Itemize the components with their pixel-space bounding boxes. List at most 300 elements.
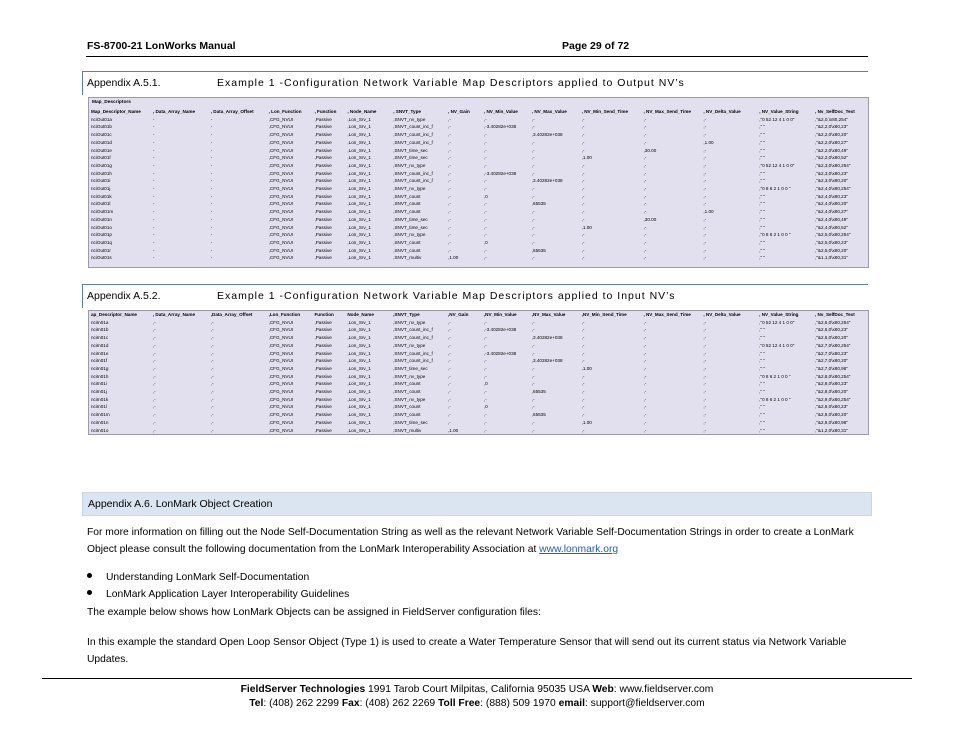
column-header: , Node_Name [347, 109, 377, 114]
table-cell: ,Passive [314, 427, 332, 433]
table-cell: ,- [483, 373, 487, 379]
table-cell: ,65535 [531, 389, 546, 395]
table-cell: ,- [703, 335, 707, 341]
table-cell: ,- [531, 155, 535, 161]
table-cell: ,- [483, 255, 487, 261]
table-cell: ,- [448, 232, 451, 238]
example-description-paragraph: In this example the standard Open Loop Sensor Object (Type 1) is used to create a Water Temperature Sensor that will send out its current status via Network Variable Updates. [87, 637, 847, 665]
table-cell: ,Passive [314, 335, 332, 341]
table-cell: ,SNVT_count [393, 389, 421, 395]
table-cell: ,Lon_Srv_1 [347, 419, 371, 425]
table-cell: ,- [581, 178, 585, 184]
table-cell: ,- [643, 178, 647, 184]
table-cell: ,- [531, 162, 535, 168]
table-cell: ,- [703, 342, 707, 348]
table-cell: ,- [581, 186, 585, 192]
table-cell: ,"&1,2,0\x80,31" [815, 427, 848, 433]
table-cell: ," " [759, 170, 766, 176]
table-cell: ,Lon_Srv_1 [347, 216, 371, 222]
table-cell: ,- [703, 247, 707, 253]
example-intro-paragraph: The example below shows how LonMark Objects can be assigned in FieldServer configuration files: [87, 607, 541, 618]
table-cell: nciOut01j [91, 186, 111, 192]
table-cell: ,- [483, 319, 487, 325]
table-cell: ,Passive [314, 170, 332, 176]
table-cell: ,Lon_Srv_1 [347, 232, 371, 238]
table-cell: ,SNVT_nv_type [393, 186, 426, 192]
table-cell: ,SNVT_count_inc_f [393, 178, 433, 184]
table-cell: ,CFG_NVUI [268, 178, 294, 184]
table-cell: ,Lon_Srv_1 [347, 350, 371, 356]
bullet-icon [87, 573, 92, 578]
table-cell: ,- [448, 216, 451, 222]
column-header: ,NV_Min_Value [483, 312, 517, 317]
table-row [89, 239, 868, 247]
table-cell: ,- [703, 132, 707, 138]
bullet-item-2 [87, 589, 349, 600]
table-cell: ,- [643, 232, 647, 238]
table-row [89, 254, 868, 262]
table-cell: ,- [581, 427, 585, 433]
table-cell: ,Lon_Srv_1 [347, 147, 371, 153]
table-cell: ,- [483, 147, 487, 153]
table-cell: - [210, 186, 213, 192]
footer-tel: : (408) 262 2299 [263, 698, 342, 709]
table-cell: - [152, 124, 155, 130]
appendix-a51-title: Example 1 -Configuration Network Variable Map Descriptors applied to Output NV’s [217, 77, 685, 89]
header-divider [86, 56, 868, 57]
appendix-a51-heading [82, 71, 868, 95]
table-row [89, 411, 868, 419]
table-cell: - [210, 124, 213, 130]
table-cell: ,- [531, 139, 535, 145]
table-cell: - [210, 132, 213, 138]
table-cell: - [210, 216, 213, 222]
column-header: , NV_Delta_Value [703, 109, 741, 114]
table-cell: - [152, 247, 155, 253]
table-cell: ,- [448, 350, 451, 356]
table-cell: ,CFG_NVUI [268, 216, 294, 222]
table-cell: ,- [448, 319, 451, 325]
table-cell: ,- [152, 373, 156, 379]
table-cell: ,Passive [314, 319, 332, 325]
footer-divider [42, 678, 912, 679]
table-cell: - [210, 209, 213, 215]
footer-fax-label: Fax [341, 698, 360, 709]
table-cell: ,- [703, 412, 707, 418]
table-row [89, 139, 868, 147]
table-cell: ,- [581, 239, 585, 245]
table-caption: Map_Descriptors [92, 100, 131, 105]
table-cell: ," " [759, 427, 765, 433]
table-cell: ,- [643, 358, 647, 364]
table-cell: ,- [581, 319, 585, 325]
table-cell: - [152, 170, 155, 176]
table-cell: ,- [643, 319, 647, 325]
table-cell: ,- [581, 342, 585, 348]
footer-web-label: Web [592, 684, 614, 695]
table-cell: ,- [643, 396, 647, 402]
table-cell: ,0 [483, 239, 488, 245]
table-cell: ,- [581, 124, 585, 130]
table-cell: ,- [531, 255, 535, 261]
table-cell: ," " [759, 155, 766, 161]
table-cell: ,SNVT_count [393, 404, 421, 410]
table-cell: ,- [703, 373, 707, 379]
table-row [89, 154, 868, 162]
table-row [89, 357, 868, 365]
appendix-a6-title: Appendix A.6. LonMark Object Creation [88, 498, 273, 510]
table-cell: ,- [210, 404, 214, 410]
table-cell: ,Lon_Srv_1 [347, 255, 371, 261]
table-cell: ,- [152, 381, 156, 387]
table-cell: - [210, 201, 213, 207]
table-cell: ,-3.40282e+038 [483, 350, 517, 356]
table-cell: ,- [643, 201, 647, 207]
table-cell: ,Lon_Srv_1 [347, 178, 371, 184]
table-cell: ,- [703, 232, 707, 238]
table-cell: ,- [483, 396, 487, 402]
column-header: , Data_Array_Name [152, 312, 195, 317]
table-cell: ,- [483, 186, 487, 192]
table-cell: ,- [483, 335, 487, 341]
table-cell: ,Lon_Srv_1 [347, 132, 371, 138]
table-cell: ,Lon_Srv_1 [347, 365, 371, 371]
table-cell: ,"&2,0,\x80,254" [815, 116, 848, 122]
table-cell: ,Passive [314, 201, 332, 207]
footer-email: : support@fieldserver.com [584, 698, 705, 709]
table-cell: ,"&2,9,0\x80,98" [815, 419, 848, 425]
table-cell: - [152, 193, 155, 199]
table-cell: ,Passive [314, 396, 332, 402]
table-cell: ,- [152, 419, 156, 425]
column-header: , Data_Array_Name [152, 109, 196, 114]
table-cell: ,3.40282e+038 [531, 358, 563, 364]
table-cell: ,3.40282e+038 [531, 132, 563, 138]
table-cell: ,- [581, 170, 585, 176]
output-nv-map-table [89, 108, 868, 262]
table-cell: ,- [210, 389, 214, 395]
table-cell: ,- [448, 155, 451, 161]
table-cell: ,"0 52 12 4 1 0 0" [759, 319, 795, 325]
table-cell: ," " [759, 178, 766, 184]
table-cell: ,- [448, 132, 451, 138]
table-cell: ,- [643, 132, 647, 138]
table-cell: - [152, 132, 155, 138]
table-cell: ,- [581, 412, 585, 418]
table-cell: nciOut01g [91, 162, 112, 168]
table-cell: ," " [759, 216, 766, 222]
table-cell: ,- [581, 389, 585, 395]
table-cell: ,- [152, 365, 156, 371]
table-cell: nciOut01m [91, 209, 114, 215]
table-cell: - [210, 155, 213, 161]
appendix-a52-number: Appendix A.5.2. [87, 290, 161, 302]
table-cell: ,- [643, 327, 647, 333]
table-cell: ,SNVT_count_inc_f [393, 358, 433, 364]
table-cell: - [152, 201, 155, 207]
table-cell: ,- [483, 419, 487, 425]
table-cell: ,SNVT_count [393, 209, 421, 215]
table-cell: nciIn01d [91, 342, 109, 348]
table-cell: nciOut01q [91, 239, 112, 245]
footer-tel-label: Tel [249, 698, 264, 709]
table-cell: ,Passive [314, 162, 332, 168]
table-cell: ,"&2,7,0\x80,254" [815, 342, 851, 348]
table-cell: ,SNVT_count [393, 381, 421, 387]
table-cell: ,CFG_NVUI [268, 365, 294, 371]
table-cell: ,- [643, 342, 647, 348]
table-cell: - [152, 255, 155, 261]
table-cell: ,- [483, 365, 487, 371]
table-cell: ,Passive [314, 419, 332, 425]
table-cell: ,- [448, 419, 451, 425]
table-cell: ,- [531, 209, 535, 215]
table-cell: ,SNVT_nv_type [393, 396, 426, 402]
table-cell: - [210, 116, 213, 122]
table-cell: ,CFG_NVUI [268, 224, 294, 230]
table-cell: ,- [643, 335, 647, 341]
table-cell: ,- [703, 396, 707, 402]
table-cell: ,- [531, 232, 535, 238]
table-cell: ,- [531, 350, 535, 356]
table-cell: ,CFG_NVUI [268, 327, 294, 333]
column-header: , NV_Min_Send_Time [581, 109, 629, 114]
bullet-item-1 [87, 572, 309, 583]
column-header: ,SNVT_Type [393, 312, 420, 317]
table-cell: ,- [703, 358, 707, 364]
table-cell: ,CFG_NVUI [268, 155, 294, 161]
table-cell: nciOut01a [91, 116, 112, 122]
table-cell: ,- [210, 342, 214, 348]
column-header: ,NV_Min_Send_Time [581, 312, 627, 317]
footer-web: : www.fieldserver.com [613, 684, 714, 695]
footer-email-label: email [558, 698, 585, 709]
table-row [89, 427, 868, 435]
table-cell: ,- [643, 404, 647, 410]
table-cell: ,- [703, 255, 707, 261]
table-cell: ," " [759, 365, 765, 371]
column-header: ,NV_Gain [448, 312, 469, 317]
table-cell: ," " [759, 412, 765, 418]
table-cell: ,SNVT_count [393, 247, 421, 253]
table-cell: ,"&2,2,0\x80,20" [815, 132, 848, 138]
table-cell: ,SNVT_count [393, 201, 421, 207]
table-row [89, 224, 868, 232]
table-cell: nciOut01o [91, 224, 112, 230]
table-cell: ,- [581, 193, 585, 199]
table-cell: ,- [703, 419, 707, 425]
table-cell: ,0 [483, 381, 488, 387]
table-cell: ,CFG_NVUI [268, 124, 294, 130]
table-cell: ,CFG_NVUI [268, 396, 294, 402]
table-cell: - [152, 216, 155, 222]
table-cell: ," " [759, 132, 766, 138]
table-cell: ,- [210, 358, 214, 364]
column-header: , NV_Value_String [759, 109, 799, 114]
column-header: , Nv_SelfDoc_Text [815, 109, 855, 114]
table-cell: ,- [448, 193, 451, 199]
footer-contact-line [0, 698, 954, 709]
table-cell: ,Passive [314, 358, 332, 364]
table-cell: ,Lon_Srv_1 [347, 139, 371, 145]
table-cell: ,Lon_Srv_1 [347, 162, 371, 168]
table-cell: ,- [703, 124, 707, 130]
table-cell: ,65535 [531, 412, 546, 418]
footer-fax: : (408) 262 2269 [359, 698, 439, 709]
table-cell: ,Lon_Srv_1 [347, 170, 371, 176]
table-cell: nciOut01d [91, 139, 112, 145]
table-cell: ,- [483, 139, 487, 145]
table-cell: ,- [703, 178, 707, 184]
table-cell: ,SNVT_count_inc_f [393, 170, 433, 176]
table-cell: ,- [581, 139, 585, 145]
table-cell: ,CFG_NVUI [268, 412, 294, 418]
bullet-label: Understanding LonMark Self-Documentation [106, 572, 310, 583]
table-cell: ,- [152, 404, 156, 410]
table-row [89, 388, 868, 396]
table-cell: ,"0 8 6 2 1 0 0 " [759, 396, 791, 402]
table-cell: ," " [759, 201, 766, 207]
table-cell: ,- [703, 155, 707, 161]
table-cell: ,"&2,9,0\x80,254" [815, 396, 851, 402]
table-cell: ,-3.40282e+038 [483, 327, 517, 333]
table-cell: ,CFG_NVUI [268, 139, 294, 145]
lonmark-info-paragraph [87, 524, 869, 558]
table-row [89, 342, 868, 350]
table-cell: ,30.00 [643, 147, 657, 153]
table-cell: ,SNVT_count [393, 412, 421, 418]
table-cell: nciOut01r [91, 247, 111, 253]
table-cell: ,Passive [314, 412, 332, 418]
appendix-a52-heading [82, 284, 868, 308]
table-row [89, 131, 868, 139]
table-cell: ,- [448, 139, 451, 145]
table-cell: ,- [703, 201, 707, 207]
table-cell: ,"0 52 12 4 1 0 0" [759, 162, 795, 168]
table-cell: ,SNVT_nv_type [393, 116, 426, 122]
table-cell: - [210, 232, 213, 238]
table-cell: ,CFG_NVUI [268, 342, 294, 348]
table-cell: ,- [531, 170, 535, 176]
appendix-a51-number: Appendix A.5.1. [87, 77, 161, 89]
table-cell: ,CFG_NVUI [268, 255, 294, 261]
footer-address: 1991 Tarob Court Milpitas, California 95035 USA [365, 684, 593, 695]
table-row [89, 231, 868, 239]
table-cell: ,Passive [314, 147, 332, 153]
table-cell: ,- [483, 224, 487, 230]
table-cell: ,"&2,8,0\x80,20" [815, 389, 848, 395]
table-cell: ,SNVT_count_inc_f [393, 124, 433, 130]
table-cell: ,- [703, 239, 707, 245]
table-cell: - [152, 155, 155, 161]
table-cell: ,- [448, 389, 451, 395]
table-cell: ,- [448, 247, 451, 253]
table-cell: ,- [643, 116, 647, 122]
table-cell: ,65535 [531, 247, 546, 253]
table-row [89, 177, 868, 185]
table-cell: ,- [581, 373, 585, 379]
table-cell: ,- [581, 255, 585, 261]
table-cell: ,CFG_NVUI [268, 162, 294, 168]
table-cell: ,- [210, 419, 214, 425]
table-cell: ,- [643, 427, 647, 433]
table-cell: ,- [581, 327, 585, 333]
table-cell: ,- [643, 224, 647, 230]
table-cell: ,Lon_Srv_1 [347, 412, 371, 418]
table-cell: nciOut01f [91, 155, 111, 161]
column-header: , NV_Min_Value [483, 109, 518, 114]
table-cell: ,- [152, 412, 156, 418]
column-header: ,NV_Max_Value [531, 312, 566, 317]
table-cell: ,- [643, 139, 647, 145]
table-cell: ,Passive [314, 255, 332, 261]
table-cell: nciOut01h [91, 170, 112, 176]
table-cell: ,1.00 [581, 224, 592, 230]
table-row [89, 419, 868, 427]
table-cell: ,- [531, 381, 535, 387]
table-cell: - [210, 255, 213, 261]
table-cell: ,SNVT_nv_type [393, 162, 426, 168]
table-cell: ,- [448, 201, 451, 207]
table-cell: - [152, 147, 155, 153]
footer-tollfree: : (888) 509 1970 [480, 698, 559, 709]
table-cell: ,- [531, 404, 535, 410]
table-cell: ,- [448, 335, 451, 341]
table-cell: ,SNVT_count_inc_f [393, 335, 433, 341]
table-cell: nciOut01k [91, 193, 112, 199]
table-row [89, 147, 868, 155]
table-cell: ,- [210, 373, 214, 379]
table-cell: ,"&2,6,0\x80,20" [815, 335, 848, 341]
table-cell: ,CFG_NVUI [268, 335, 294, 341]
table-cell: ,"&2,5,0\x80,23" [815, 239, 848, 245]
table-cell: ,- [210, 350, 214, 356]
table-row [89, 162, 868, 170]
table-cell: ,Lon_Srv_1 [347, 116, 371, 122]
table-cell: ,- [531, 147, 535, 153]
table-cell: - [152, 224, 155, 230]
table-cell: ,- [483, 358, 487, 364]
table-cell: ,Lon_Srv_1 [347, 247, 371, 253]
table-cell: ,CFG_NVUI [268, 201, 294, 207]
table-cell: ,"&2,8,0\x80,23" [815, 381, 848, 387]
table-cell: ,- [581, 404, 585, 410]
column-header: , NV_Max_Value [531, 109, 567, 114]
table-cell: ,- [643, 155, 647, 161]
table-cell: ,- [531, 427, 535, 433]
table-cell: ,- [448, 365, 451, 371]
table-cell: ,- [643, 186, 647, 192]
lonmark-link[interactable]: www.lonmark.org [539, 544, 619, 555]
table-cell: nciIn01o [91, 427, 109, 433]
table-cell: ,CFG_NVUI [268, 209, 294, 215]
table-cell: ,SNVT_count [393, 193, 421, 199]
table-cell: ,Passive [314, 139, 332, 145]
table-cell: ,- [448, 170, 451, 176]
table-cell: ,Passive [314, 239, 332, 245]
table-cell: ,- [643, 350, 647, 356]
table-cell: ,- [643, 209, 647, 215]
table-cell: ,- [531, 419, 535, 425]
table-cell: ,- [483, 116, 487, 122]
table-cell: ,Lon_Srv_1 [347, 155, 371, 161]
table-cell: ,- [581, 335, 585, 341]
table-cell: ," " [759, 247, 766, 253]
table-cell: - [152, 162, 155, 168]
table-cell: ," " [759, 224, 766, 230]
table-cell: - [210, 224, 213, 230]
table-cell: ,"&2,6,0\x80,23" [815, 327, 848, 333]
